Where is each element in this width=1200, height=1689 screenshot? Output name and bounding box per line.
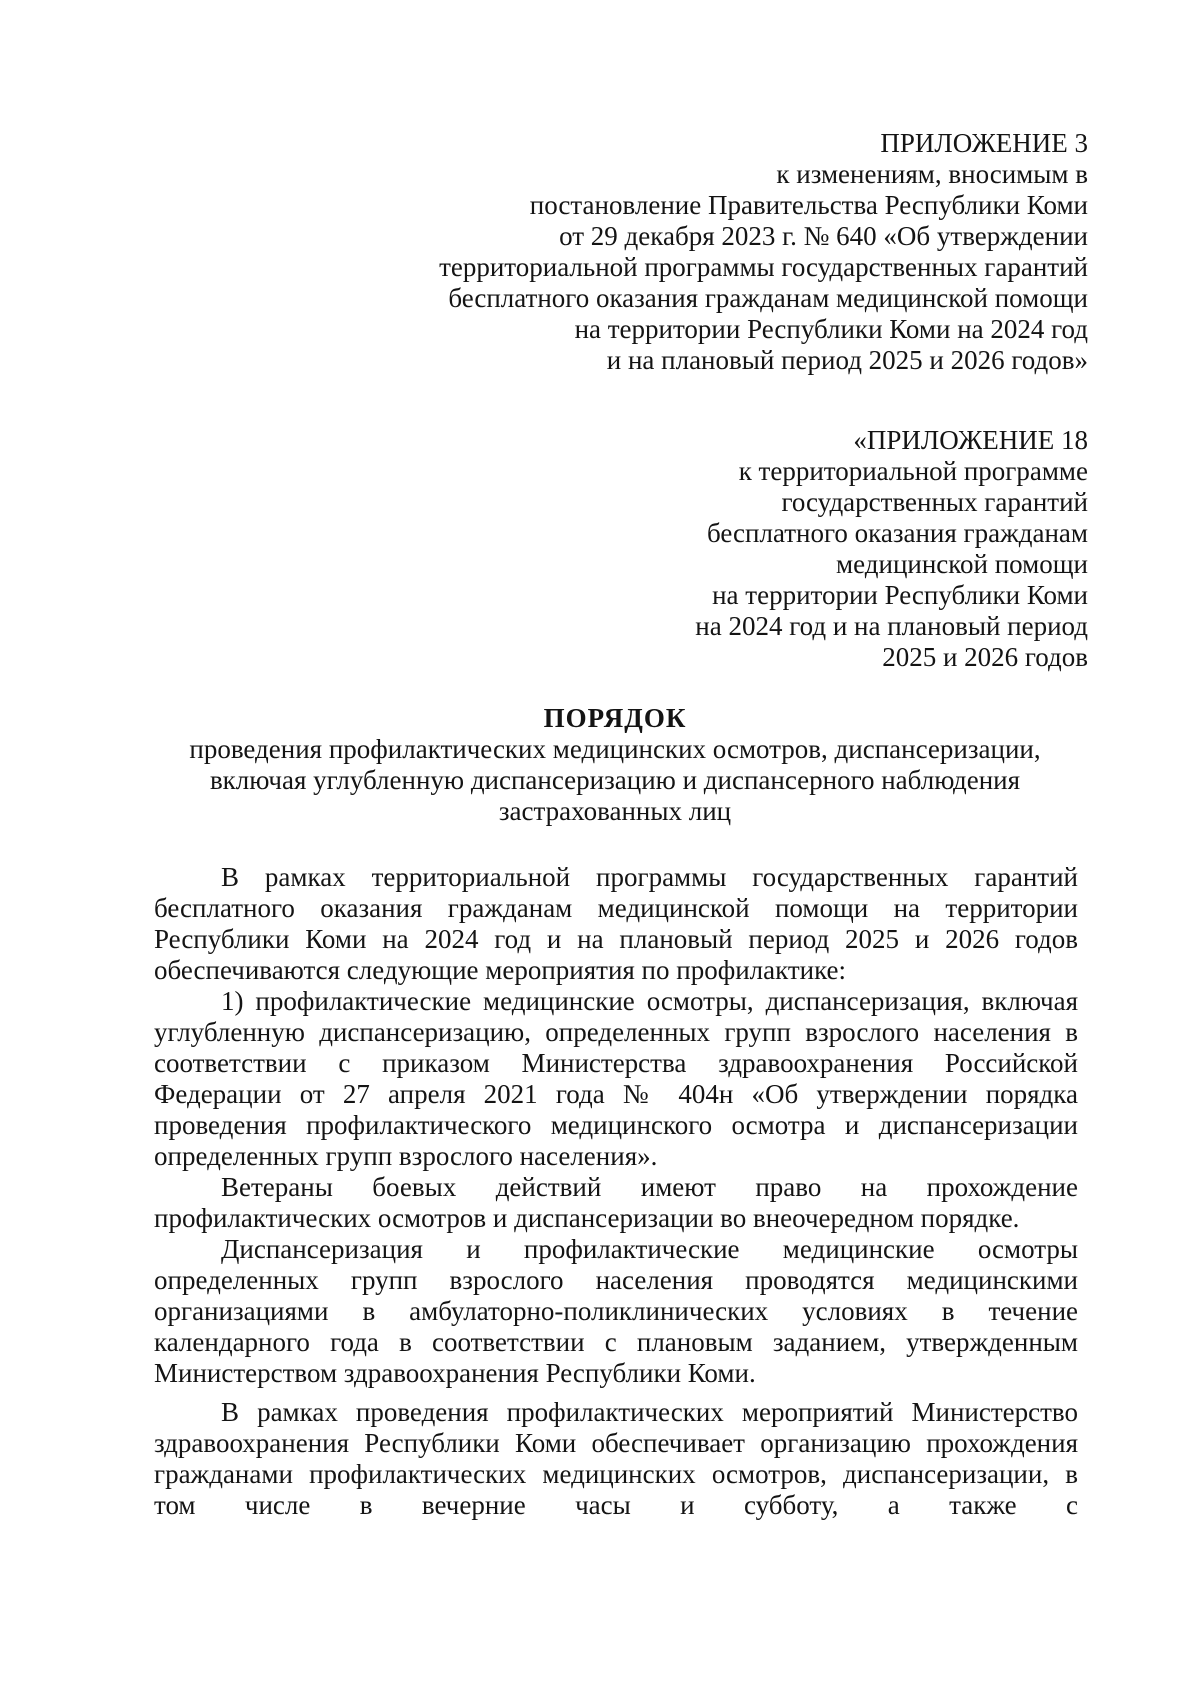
appendix-3-line: постановление Правительства Республики Коми [529,190,1088,220]
appendix-3-line: от 29 декабря 2023 г. № 640 «Об утверждении [559,221,1088,251]
appendix-3-line: ПРИЛОЖЕНИЕ 3 [880,128,1088,158]
appendix-18-line: на 2024 год и на плановый период [695,611,1088,641]
appendix-3-line: бесплатного оказания гражданам медицинской помощи [448,283,1088,313]
appendix-18-line: государственных гарантий [781,487,1088,517]
appendix-3-line: к изменениям, вносимым в [776,159,1088,189]
document-title-block [150,702,1080,827]
appendix-3-line: территориальной программы государственных гарантий [439,252,1088,282]
body-paragraph: 1) профилактические медицинские осмотры, диспансеризация, включая углубленную диспансеризацию, определенных групп взрослого населения в соответствии с приказом Министерства здравоохранения Российской Федерации от 27 апреля 2021 года № 404н «Об утверждении порядка проведения профилактического медицинского осмотра и диспансеризации определенных групп взрослого населения». [154,986,1078,1171]
appendix-18-line: медицинской помощи [836,549,1088,579]
body-paragraph: В рамках территориальной программы государственных гарантий бесплатного оказания гражданам медицинской помощи на территории Республики Коми на 2024 год и на плановый период 2025 и 2026 годов обеспечиваются следующие мероприятия по профилактике: [154,862,1078,985]
appendix-18-header [695,425,1088,673]
document-subtitle-line: застрахованных лиц [498,796,732,826]
document-subtitle-line: включая углубленную диспансеризацию и диспансерного наблюдения [209,765,1021,795]
appendix-3-header [439,128,1088,376]
appendix-18-line: бесплатного оказания гражданам [707,518,1088,548]
body-paragraph: Ветераны боевых действий имеют право на прохождение профилактических осмотров и диспансеризации во внеочередном порядке. [154,1172,1078,1233]
body-paragraph: В рамках проведения профилактических мероприятий Министерство здравоохранения Республики Коми обеспечивает организацию прохождения гражданами профилактических медицинских осмотров, диспансеризации, в том числе в вечерние часы и субботу, а также с [154,1397,1078,1520]
document-title: ПОРЯДОК [543,703,687,733]
document-subtitle-line: проведения профилактических медицинских осмотров, диспансеризации, [189,734,1041,764]
body-paragraph: Диспансеризация и профилактические медицинские осмотры определенных групп взрослого населения проводятся медицинскими организациями в амбулаторно-поликлинических условиях в течение календарного года в соответствии с плановым заданием, утвержденным Министерством здравоохранения Республики Коми. [154,1234,1078,1388]
appendix-3-line: и на плановый период 2025 и 2026 годов» [606,345,1088,375]
appendix-18-line: на территории Республики Коми [712,580,1088,610]
document-body [154,862,1078,1521]
appendix-18-line: 2025 и 2026 годов [882,642,1088,672]
appendix-18-line: «ПРИЛОЖЕНИЕ 18 [853,425,1088,455]
appendix-18-line: к территориальной программе [738,456,1088,486]
appendix-3-line: на территории Республики Коми на 2024 год [574,314,1088,344]
